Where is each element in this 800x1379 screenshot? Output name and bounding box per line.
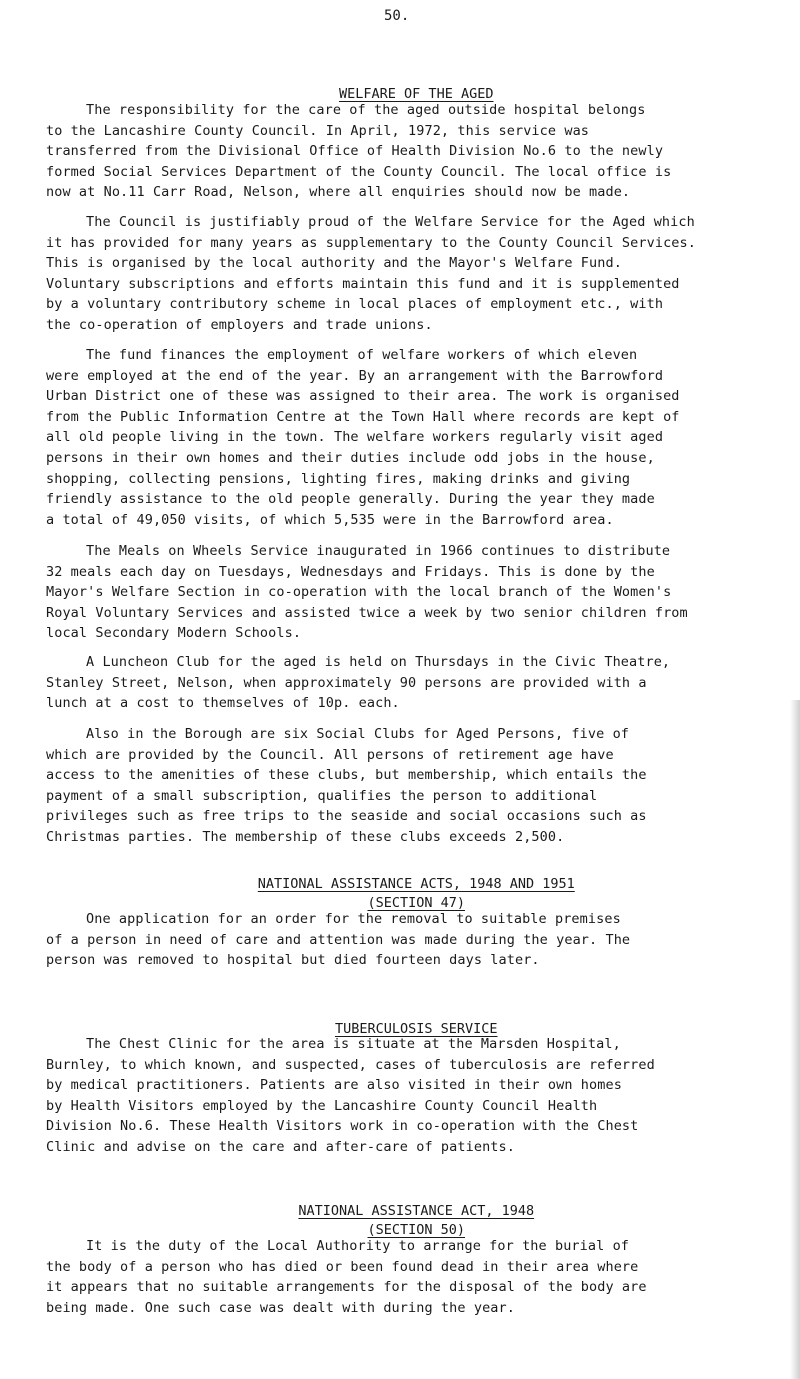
national-assistance-act-heading-text: NATIONAL ASSISTANCE ACT, 1948	[298, 1203, 535, 1219]
welfare-paragraph-4: The Meals on Wheels Service inaugurated in 1966 continues to distribute 32 meals each day on Tuesdays, Wednesdays and Fridays. This is done by the Mayor's Welfare Section in co-operation with the local branch of the Women's Royal Voluntary Services and assisted twice a week by two senior children from local Secondary Modern Schools.	[46, 543, 688, 642]
national-assistance-paragraph-1: One application for an order for the removal to suitable premises of a person in need of care and attention was made during the year. The person was removed to hospital but died fourteen days later.	[46, 911, 631, 969]
welfare-paragraph-5: A Luncheon Club for the aged is held on Thursdays in the Civic Theatre, Stanley Street, Nelson, when approximately 90 persons are provided with a lunch at a cost to themselves of 10p. each.	[46, 654, 671, 712]
welfare-heading-text: WELFARE OF THE AGED	[339, 86, 494, 102]
welfare-paragraph-6: Also in the Borough are six Social Clubs for Aged Persons, five of which are provided by the Council. All persons of retirement age have access to the amenities of these clubs, but membership, which entails the payment of a small subscription, qualifies the person to additional privileges such as free trips to the seaside and social occasions such as Christmas parties. The membership of these clubs exceeds 2,500.	[46, 726, 647, 845]
section-47-heading-text: (SECTION 47)	[367, 895, 466, 911]
welfare-paragraph-2: The Council is justifiably proud of the Welfare Service for the Aged which it has provided for many years as supplementary to the County Council Services. This is organised by the local authority and the Mayor's Welfare Fund. Voluntary subscriptions and efforts maintain this fund and it is supplemented by a voluntary contributory scheme in local places of employment etc., with the co-operation of employers and trade unions.	[46, 214, 696, 333]
national-assistance-paragraph-2: It is the duty of the Local Authority to arrange for the burial of the body of a person who has died or been found dead in their area where it appears that no suitable arrangements for the disposal of the body are being made. One such case was dealt with during the year.	[46, 1238, 647, 1316]
national-assistance-acts-heading-text: NATIONAL ASSISTANCE ACTS, 1948 AND 1951	[257, 876, 575, 892]
page-number: 50.	[384, 8, 410, 24]
tuberculosis-paragraph: The Chest Clinic for the area is situate at the Marsden Hospital, Burnley, to which known, and suspected, cases of tuberculosis are referred by medical practitioners. Patients are also visited in their own homes by Health Visitors employed by the Lancashire County Council Health Division No.6. These Health Visitors work in co-operation with the Chest Clinic and advise on the care and after-care of patients.	[46, 1036, 655, 1155]
welfare-paragraph-1: The responsibility for the care of the aged outside hospital belongs to the Lancashire County Council. In April, 1972, this service was transferred from the Divisional Office of Health Division No.6 to the newly formed Social Services Department of the County Council. The local office is now at No.11 Carr Road, Nelson, where all enquiries should now be made.	[46, 102, 672, 201]
tuberculosis-heading-text: TUBERCULOSIS SERVICE	[334, 1021, 498, 1037]
section-50-heading-text: (SECTION 50)	[367, 1222, 466, 1238]
page-edge-shadow	[790, 700, 800, 1379]
welfare-paragraph-3: The fund finances the employment of welfare workers of which eleven were employed at the end of the year. By an arrangement with the Barrowford Urban District one of these was assigned to their area. The work is organised from the Public Information Centre at the Town Hall where records are kept of all old people living in the town. The welfare workers regularly visit aged persons in their own homes and their duties include odd jobs in the house, shopping, collecting pensions, lighting fires, making drinks and giving friendly assistance to the old people generally. During the year they made a total of 49,050 visits, of which 5,535 were in the Barrowford area.	[46, 347, 680, 528]
